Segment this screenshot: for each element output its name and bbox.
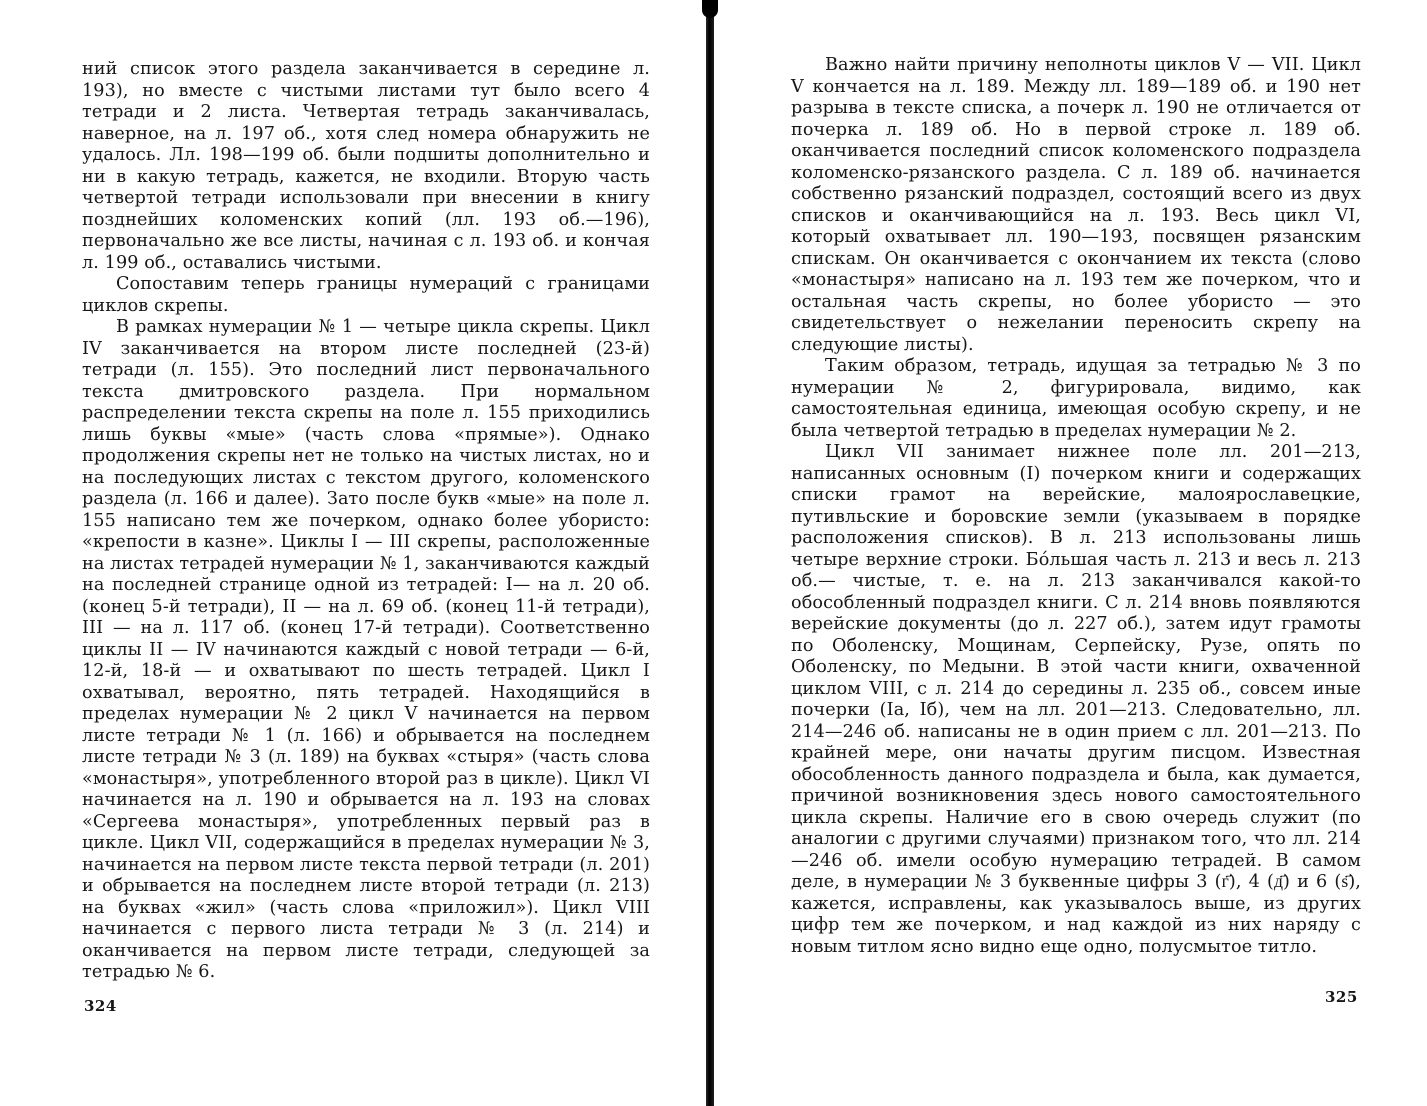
left-paragraph-1: ний список этого раздела заканчивается в середине л. 193), но вместе с чистыми листами тут было всего 4 тетради и 2 листа. Четвертая тетрадь заканчивалась, наверное, на л. 197 об., хотя след номера обнаружить не удалось. Лл. 198—199 об. были подшиты дополнительно и ни в какую тетрадь, кажется, не входили. Вторую часть четвертой тетради использовали при внесении в книгу позднейших коломенских копий (лл. 193 об.—196), первоначально же все листы, начиная с л. 193 об. и кончая л. 199 об., оставались чистыми. xyxy=(82,59,650,273)
left-paragraph-2: Сопоставим теперь границы нумераций с границами циклов скрепы. xyxy=(82,274,650,316)
right-page-text xyxy=(791,55,1361,958)
right-paragraph-3: Цикл VII занимает нижнее поле лл. 201—213, написанных основным (I) почерком книги и содержащих списки грамот на верейские, малоярославецкие, путивльские и боровские земли (указываем в порядке расположения списков). В л. 213 использованы лишь четыре верхние строки. Бо́льшая часть л. 213 и весь л. 213 об.— чистые, т. е. на л. 213 заканчивался какой-то обособленный подраздел книги. С л. 214 вновь появляются верейские документы (до л. 227 об.), затем идут грамоты по Оболенску, Мощинам, Серпейску, Рузе, опять по Оболенску, по Медыни. В этой части книги, охваченной циклом VIII, с л. 214 до середины л. 235 об., совсем иные почерки (Iа, Iб), чем на лл. 201—213. Следовательно, лл. 214—246 об. написаны не в один прием с лл. 201—213. По крайней мере, они начаты другим писцом. Известная обособленность данного подраздела и была, как думается, причиной возникновения здесь нового самостоятельного цикла скрепы. Наличие его в свою очередь служит (по аналогии с другими случаями) признаком того, что лл. 214—246 об. имели особую нумерацию тетрадей. В самом деле, в нумерации № 3 буквенные цифры 3 (г҃), 4 (д҃) и 6 (ѕ҃), кажется, исправлены, как указывалось выше, из других цифр тем же почерком, и над каждой из них наряду с новым титлом ясно видно еще одно, полусмытое титло. xyxy=(791,442,1361,957)
left-page xyxy=(0,0,705,1106)
left-paragraph-3: В рамках нумерации № 1 — четыре цикла скрепы. Цикл IV заканчивается на втором листе последней (23-й) тетради (л. 155). Это последний лист первоначального текста дмитровского раздела. При нормальном распределении текста скрепы на поле л. 155 приходились лишь буквы «мые» (часть слова «прямые»). Однако продолжения скрепы нет не только на чистых листах, но и на последующих листах с текстом другого, коломенского раздела (л. 166 и далее). Зато после букв «мые» на поле л. 155 написано тем же почерком, однако более убористо: «крепости в казне». Циклы I — III скрепы, расположенные на листах тетрадей нумерации № 1, заканчиваются каждый на последней странице одной из тетрадей: I— на л. 20 об. (конец 5-й тетради), II — на л. 69 об. (конец 11-й тетради), III — на л. 117 об. (конец 17-й тетради). Соответственно циклы II — IV начинаются каждый с новой тетради — 6-й, 12-й, 18-й — и охватывают по шесть тетрадей. Цикл I охватывал, вероятно, пять тетрадей. Находящийся в пределах нумерации № 2 цикл V начинается на первом листе тетради № 1 (л. 166) и обрывается на последнем листе тетради № 3 (л. 189) на буквах «стыря» (часть слова «монастыря», употребленного второй раз в цикле). Цикл VI начинается на л. 190 и обрывается на л. 193 на словах «Сергеева монастыря», употребленных первый раз в цикле. Цикл VII, содержащийся в пределах нумерации № 3, начинается на первом листе текста первой тетради (л. 201) и обрывается на последнем листе второй тетради (л. 213) на буквах «жил» (часть слова «приложил»). Цикл VIII начинается с первого листа тетради № 3 (л. 214) и оканчивается на первом листе тетради, следующей за тетрадью № 6. xyxy=(82,317,650,982)
right-paragraph-1: Важно найти причину неполноты циклов V — VII. Цикл V кончается на л. 189. Между лл. 189—189 об. и 190 нет разрыва в тексте списка, а почерк л. 190 не отличается от почерка л. 189 об. Но в первой строке л. 189 об. оканчивается последний список коломенского подраздела коломенско-рязанского раздела. С л. 189 об. начинается собственно рязанский подраздел, состоящий всего из двух списков и оканчивающийся на л. 193. Весь цикл VI, который охватывает лл. 190—193, посвящен рязанским спискам. Он оканчивается с окончанием их текста (слово «монастыря» написано на л. 193 тем же почерком, что и остальная часть скрепы, но более убористо — это свидетельствует о нежелании переносить скрепу на следующие листы). xyxy=(791,55,1361,355)
right-paragraph-2: Таким образом, тетрадь, идущая за тетрадью № 3 по нумерации № 2, фигурировала, видимо, как самостоятельная единица, имеющая особую скрепу, и не была четвертой тетрадью в пределах нумерации № 2. xyxy=(791,356,1361,441)
right-page xyxy=(716,0,1427,1106)
right-page-number: 325 xyxy=(1325,988,1358,1006)
book-gutter xyxy=(706,0,714,1106)
left-page-number: 324 xyxy=(84,997,117,1015)
left-page-text xyxy=(82,59,650,984)
